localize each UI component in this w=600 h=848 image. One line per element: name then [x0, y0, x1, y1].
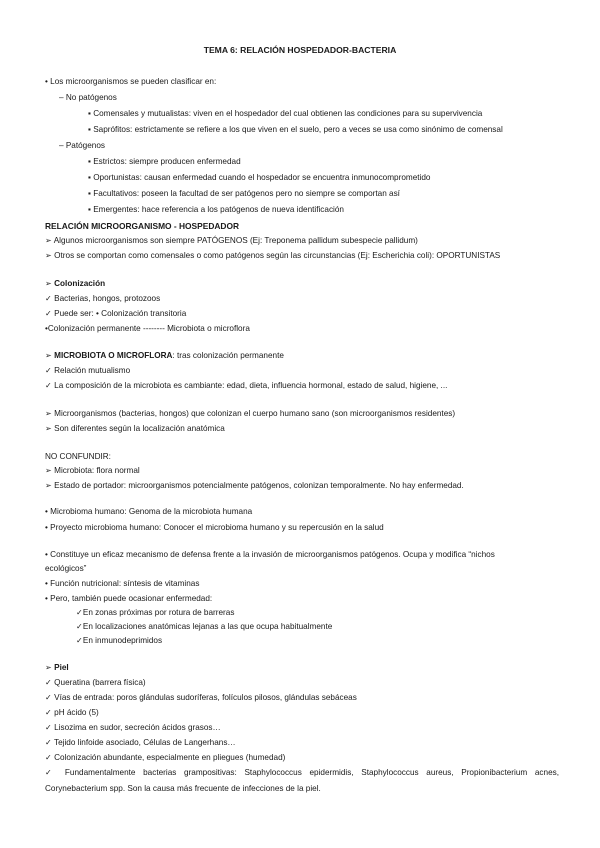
bullet-icon: ▪ [88, 157, 94, 166]
check-icon: ✓ [76, 608, 83, 617]
list-item: ✓ Queratina (barrera física) [45, 678, 146, 687]
list-item: ✓ Colonización abundante, especialmente en pliegues (humedad) [45, 753, 286, 762]
list-item: ▪ Emergentes: hace referencia a los patógenos de nueva identificación [88, 205, 344, 214]
bullet-icon: • [45, 523, 51, 532]
arrow-icon: ➢ [45, 409, 55, 418]
list-item: • Pero, también puede ocasionar enfermedad: [45, 594, 213, 603]
list-item: ✓En zonas próximas por rotura de barreras [76, 608, 235, 617]
list-item: ✓ Tejido linfoide asociado, Células de Langerhans… [45, 738, 236, 747]
check-icon: ✓ [45, 294, 55, 303]
list-item: ✓ Bacterias, hongos, protozoos [45, 294, 161, 303]
section-heading: NO CONFUNDIR: [45, 452, 111, 461]
arrow-icon: ➢ [45, 481, 55, 490]
list-item: ✓En localizaciones anatómicas lejanas a las que ocupa habitualmente [76, 622, 333, 631]
bullet-icon: • [45, 324, 48, 333]
bullet-icon: • [45, 77, 51, 86]
list-item: ➢ Son diferentes según la localización anatómica [45, 424, 225, 433]
patogenos-label: – Patógenos [59, 141, 105, 150]
section-heading: ➢ Piel [45, 663, 69, 672]
arrow-icon: ➢ [45, 663, 55, 672]
list-item: ✓ Puede ser: • Colonización transitoria [45, 309, 187, 318]
bullet-icon: • [45, 550, 51, 559]
list-item: ✓ La composición de la microbiota es cambiante: edad, dieta, influencia hormonal, estado de salud, higiene, ... [45, 381, 448, 390]
list-item: ➢ Estado de portador: microorganismos potencialmente patógenos, colonizan temporalmente. No hay enfermedad. [45, 481, 464, 490]
check-icon: ✓ [45, 693, 55, 702]
check-icon: ✓ [76, 636, 83, 645]
check-icon: ✓ [45, 366, 55, 375]
section-heading: RELACIÓN MICROORGANISMO - HOSPEDADOR [45, 221, 240, 231]
list-item: ▪ Facultativos: poseen la facultad de ser patógenos pero no siempre se comportan así [88, 189, 400, 198]
list-item: ✓ pH ácido (5) [45, 708, 99, 717]
no-patogenos-label: – No patógenos [59, 93, 117, 102]
check-icon: ✓ [45, 678, 55, 687]
list-item: • Constituye un eficaz mecanismo de defensa frente a la invasión de microorganismos patógenos. Ocupa y modifica “nichos [45, 550, 495, 559]
list-item: • Proyecto microbioma humano: Conocer el microbioma humano y su repercusión en la salud [45, 523, 384, 532]
list-item: ➢ Microorganismos (bacterias, hongos) que colonizan el cuerpo humano sano (son microorganismos residentes) [45, 409, 456, 418]
list-item: • Función nutricional: síntesis de vitaminas [45, 579, 200, 588]
bullet-icon: ▪ [88, 109, 94, 118]
list-item: ▪ Saprófitos: estrictamente se refiere a los que viven en el suelo, pero a veces se usa como sinónimo de comensal [88, 125, 503, 134]
list-item: ✓ Vías de entrada: poros glándulas sudoríferas, folículos pilosos, glándulas sebáceas [45, 693, 357, 702]
section-heading: ➢ Colonización [45, 279, 106, 288]
list-item-continuation: ecológicos” [45, 564, 87, 573]
list-item: ➢ Algunos microorganismos son siempre PATÓGENOS (Ej: Treponema pallidum subespecie pallidum) [45, 236, 418, 245]
bullet-icon: ▪ [88, 125, 94, 134]
check-icon: ✓ [45, 768, 65, 777]
check-icon: ✓ [45, 708, 55, 717]
list-item: ➢ Microbiota: flora normal [45, 466, 140, 475]
bullet-icon: • [45, 507, 51, 516]
list-item: ✓ Relación mutualismo [45, 366, 131, 375]
bullet-icon: • [45, 594, 51, 603]
list-item: •Colonización permanente -------- Microbiota o microflora [45, 324, 250, 333]
arrow-icon: ➢ [45, 251, 55, 260]
check-icon: ✓ [45, 381, 55, 390]
section-heading: ➢ MICROBIOTA O MICROFLORA: tras colonización permanente [45, 351, 284, 360]
arrow-icon: ➢ [45, 236, 54, 245]
check-icon: ✓ [45, 738, 54, 747]
check-icon: ✓ [45, 723, 55, 732]
check-icon: ✓ [45, 753, 55, 762]
list-item: ➢ Otros se comportan como comensales o como patógenos según las circunstancias (Ej: Escherichia coli): OPORTUNISTAS [45, 251, 501, 260]
intro-lead: • Los microorganismos se pueden clasificar en: [45, 77, 217, 86]
bullet-icon: • [45, 579, 51, 588]
dash-icon: – [59, 141, 66, 150]
list-item: ▪ Comensales y mutualistas: viven en el hospedador del cual obtienen las condiciones para su supervivencia [88, 109, 483, 118]
list-item: ▪ Oportunistas: causan enfermedad cuando el hospedador se encuentra inmunocomprometido [88, 173, 431, 182]
check-icon: ✓ [45, 309, 55, 318]
list-item: ✓ Lisozima en sudor, secreción ácidos grasos… [45, 723, 221, 732]
list-item: ✓ Fundamentalmente bacterias grampositivas: Staphylococcus epidermidis, Staphylococcus aureus, Propionibacterium acnes, Corynebacterium spp. Son la causa más frecuente de infecciones de la piel. [45, 768, 560, 793]
list-item: ✓En inmunodeprimidos [76, 636, 163, 645]
list-item: • Microbioma humano: Genoma de la microbiota humana [45, 507, 253, 516]
bullet-icon: ▪ [88, 205, 94, 214]
bullet-icon: ▪ [88, 189, 94, 198]
dash-icon: – [59, 93, 66, 102]
bullet-icon: ▪ [88, 173, 94, 182]
arrow-icon: ➢ [45, 466, 55, 475]
arrow-icon: ➢ [45, 424, 55, 433]
arrow-icon: ➢ [45, 279, 55, 288]
arrow-icon: ➢ [45, 351, 55, 360]
list-item: ▪ Estrictos: siempre producen enfermedad [88, 157, 241, 166]
page-title: TEMA 6: RELACIÓN HOSPEDADOR-BACTERIA [203, 45, 397, 55]
check-icon: ✓ [76, 622, 83, 631]
